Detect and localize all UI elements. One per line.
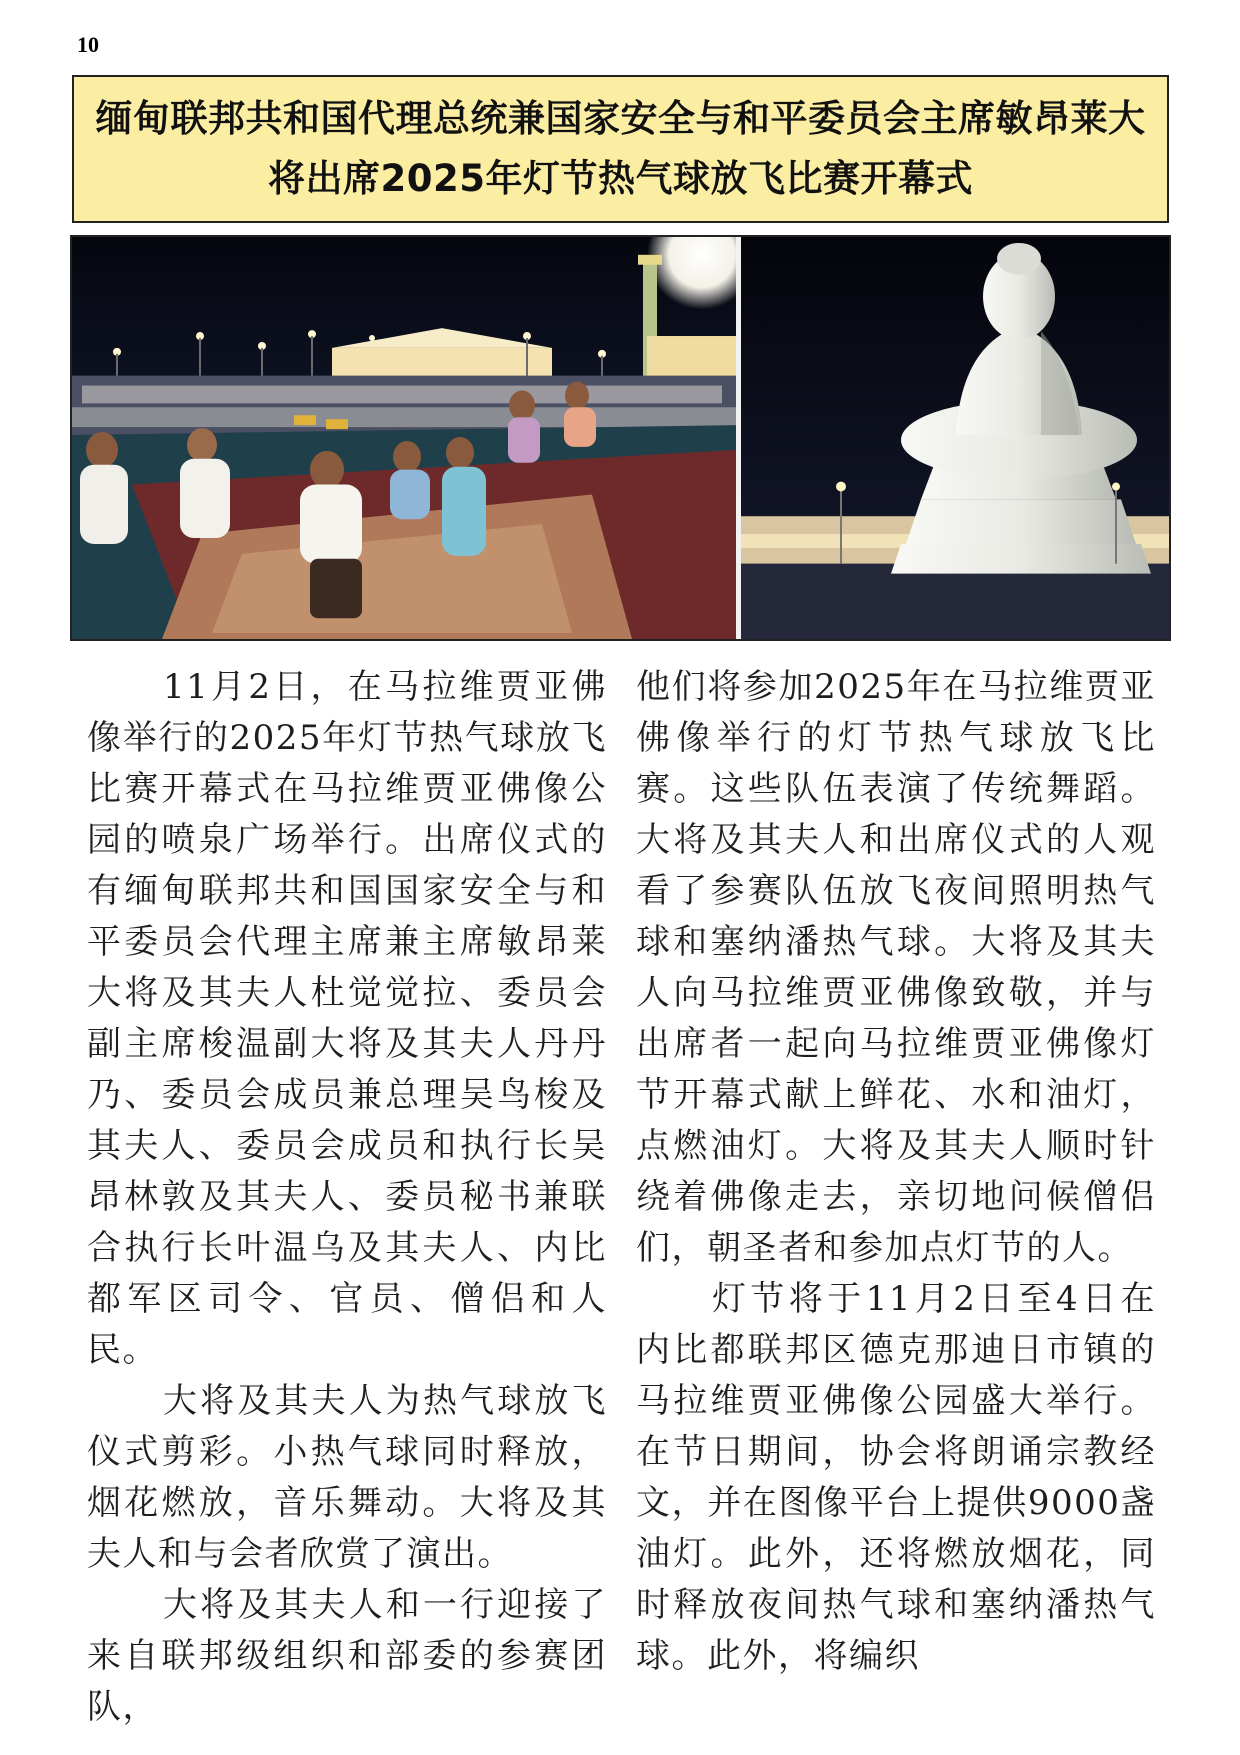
headline-line-1: 缅甸联邦共和国代理总统兼国家安全与和平委员会主席敏昂莱大 [95, 97, 1146, 140]
buddha-photo-illustration [741, 237, 1169, 639]
article-paragraph: 大将及其夫人为热气球放飞仪式剪彩。小热气球同时释放，烟花燃放，音乐舞动。大将及其夫人和与会者欣赏了演出。 [87, 1381, 607, 1574]
headline [96, 89, 1146, 209]
article-paragraph: 大将及其夫人和一行迎接了来自联邦级组织和部委的参赛团队， [87, 1585, 607, 1727]
ceremony-photo-illustration [72, 237, 736, 639]
article-paragraph: 11月2日，在马拉维贾亚佛像举行的2025年灯节热气球放飞比赛开幕式在马拉维贾亚佛像公园的喷泉广场举行。出席仪式的有缅甸联邦共和国国家安全与和平委员会代理主席兼主席敏昂莱大将及其夫人杜觉觉拉、委员会副主席梭温副大将及其夫人丹丹乃、委员会成员兼总理吴鸟梭及其夫人、委员会成员和执行长吴昂林敦及其夫人、委员秘书兼联合执行长叶温乌及其夫人、内比都军区司令、官员、僧侣和人民。 [87, 667, 607, 1370]
article-column-right [636, 662, 1156, 1676]
buddha-photo [741, 237, 1169, 639]
article-paragraph: 灯节将于11月2日至4日在内比都联邦区德克那迪日市镇的马拉维贾亚佛像公园盛大举行。在节日期间，协会将朗诵宗教经文，并在图像平台上提供9000盏油灯。此外，还将燃放烟花，同时释放夜间热气球和塞纳潘热气球。此外，将编织 [636, 1279, 1156, 1676]
article-column-left [87, 662, 607, 1727]
page-number: 10 [77, 32, 99, 57]
article-paragraph: 他们将参加2025年在马拉维贾亚佛像举行的灯节热气球放飞比赛。这些队伍表演了传统舞蹈。大将及其夫人和出席仪式的人观看了参赛队伍放飞夜间照明热气球和塞纳潘热气球。大将及其夫人向马拉维贾亚佛像致敬，并与出席者一起向马拉维贾亚佛像灯节开幕式献上鲜花、水和油灯，点燃油灯。大将及其夫人顺时针绕着佛像走去，亲切地问候僧侣们，朝圣者和参加点灯节的人。 [636, 667, 1156, 1268]
headline-line-2: 将出席2025年灯节热气球放飞比赛开幕式 [268, 157, 973, 200]
article-body [87, 662, 1156, 1727]
photo-strip [70, 235, 1171, 641]
headline-box [72, 75, 1169, 223]
ceremony-photo [72, 237, 736, 639]
